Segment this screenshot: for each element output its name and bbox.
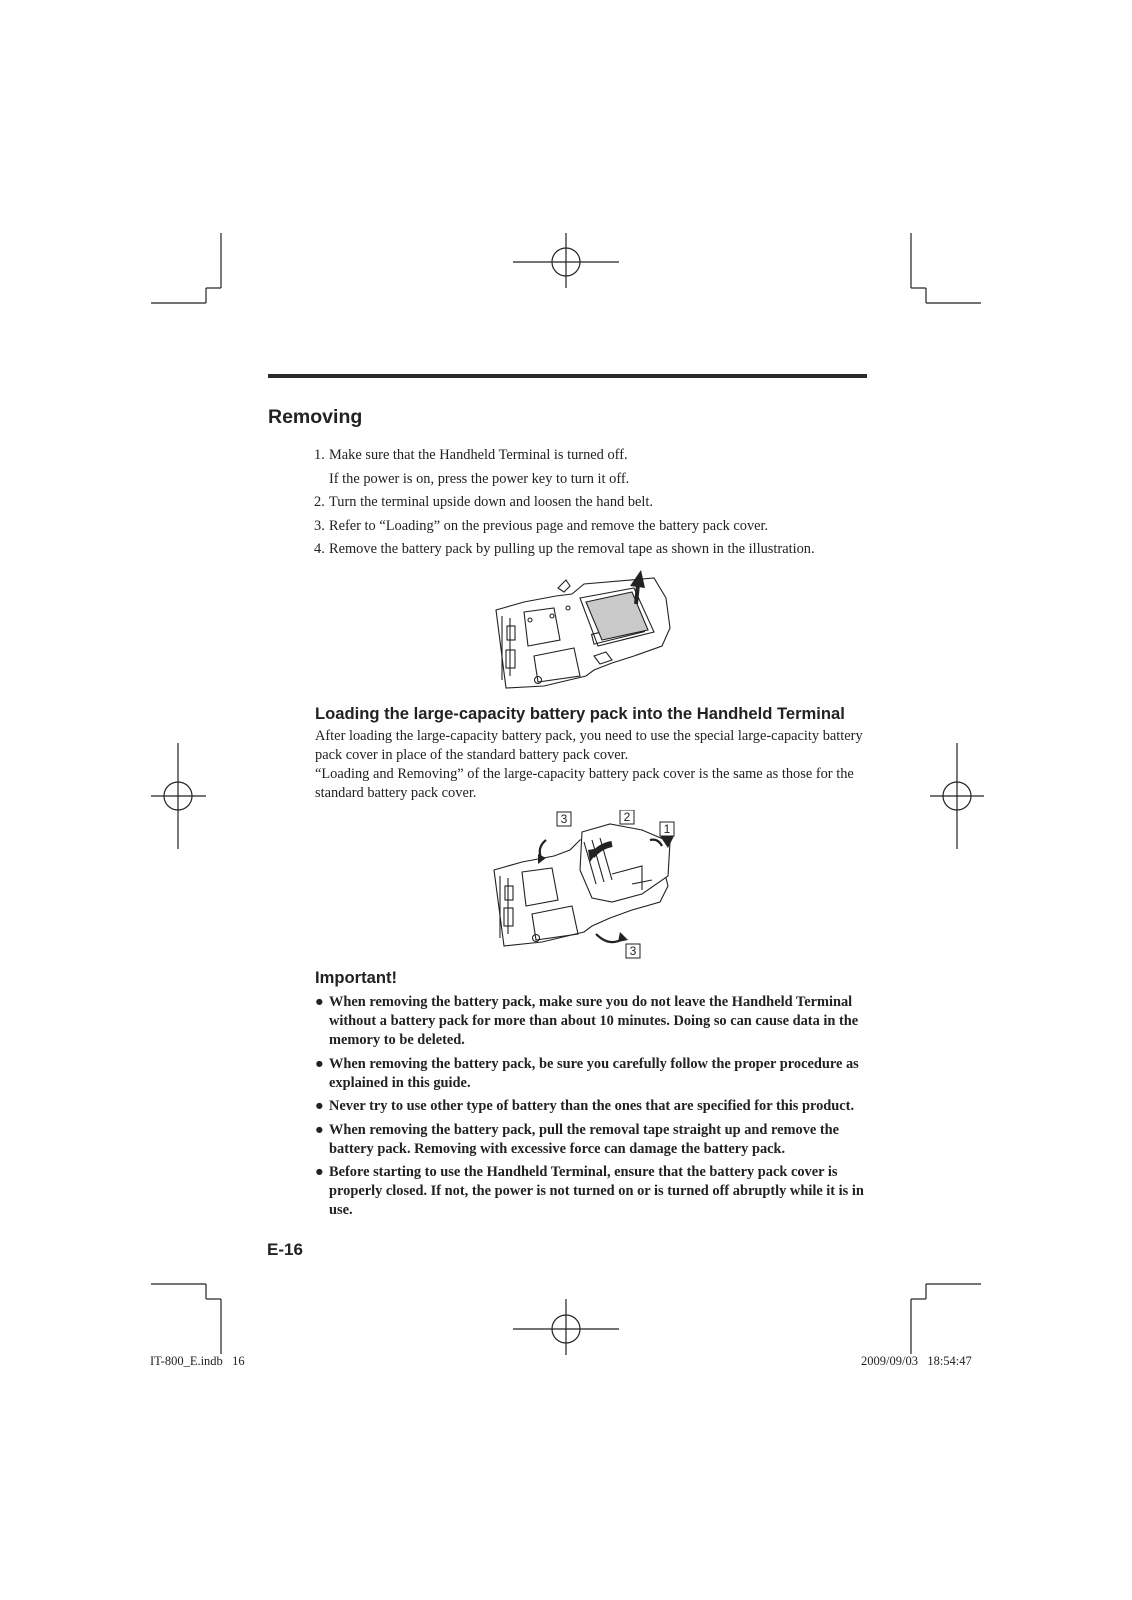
important-list xyxy=(315,993,875,1225)
step-number: 1. xyxy=(314,447,325,463)
important-item-text: When removing the battery pack, be sure you carefully follow the proper procedure as explained in this guide. xyxy=(329,1055,859,1091)
important-item-text: When removing the battery pack, make sure you do not leave the Handheld Terminal without a battery pack for more than about 10 minutes. Doing so can cause data in the memory to be deleted. xyxy=(329,994,859,1048)
step-text: Remove the battery pack by pulling up the removal tape as shown in the illustration. xyxy=(329,541,815,557)
important-item xyxy=(315,993,875,1050)
steps-list xyxy=(314,444,874,562)
bullet-icon: ● xyxy=(315,1055,324,1072)
important-item xyxy=(315,1097,875,1116)
step-number: 2. xyxy=(314,494,325,510)
important-item-text: When removing the battery pack, pull the removal tape straight up and remove the battery pack. Removing with excessive force can damage the battery pack. xyxy=(329,1121,840,1157)
bullet-icon: ● xyxy=(315,1164,324,1180)
important-item xyxy=(315,1055,875,1093)
important-item-text: Before starting to use the Handheld Terminal, ensure that the battery pack cover is properly closed. If not, the power is not turned on or is turned off abruptly while it is in use. xyxy=(329,1164,864,1218)
step-continuation: If the power is on, press the power key to turn it off. xyxy=(329,470,630,487)
important-item xyxy=(315,1163,875,1220)
step-item xyxy=(314,444,874,491)
slug-filename: IT-800_E.indb 16 xyxy=(150,1354,245,1368)
step-number: 4. xyxy=(314,541,325,557)
step-number: 3. xyxy=(314,517,325,534)
body-paragraph: After loading the large-capacity battery pack, you need to use the special large-capacity battery pack cover in place of the standard battery pack cover. xyxy=(315,728,863,763)
callout-label: 3 xyxy=(629,944,637,958)
page-number: E-16 xyxy=(267,1240,303,1259)
battery-removal-illustration xyxy=(494,568,684,693)
step-text: Turn the terminal upside down and loosen the hand belt. xyxy=(329,494,654,510)
bullet-icon: ● xyxy=(315,1121,324,1138)
important-title: Important! xyxy=(315,968,398,987)
step-text: Make sure that the Handheld Terminal is turned off. xyxy=(329,447,628,463)
large-capacity-cover-illustration xyxy=(492,810,682,960)
section-title: Removing xyxy=(268,406,363,428)
section-rule xyxy=(268,374,867,378)
callout-label: 3 xyxy=(560,812,568,826)
callout-label: 2 xyxy=(623,810,631,824)
step-item xyxy=(314,538,874,562)
slug-datetime: 2009/09/03 18:54:47 xyxy=(861,1354,972,1368)
subsection-title: Loading the large-capacity battery pack into the Handheld Terminal xyxy=(315,704,845,723)
step-item xyxy=(314,515,874,539)
callout-label: 1 xyxy=(663,822,671,836)
body-paragraph: “Loading and Removing” of the large-capacity battery pack cover is the same as those for the standard battery pack cover. xyxy=(315,766,854,801)
step-item xyxy=(314,491,874,515)
step-text: Refer to “Loading” on the previous page and remove the battery pack cover. xyxy=(329,517,769,534)
important-item-text: Never try to use other type of battery than the ones that are specified for this product. xyxy=(329,1098,855,1114)
bullet-icon: ● xyxy=(315,994,324,1010)
important-item xyxy=(315,1121,875,1159)
bullet-icon: ● xyxy=(315,1098,324,1114)
